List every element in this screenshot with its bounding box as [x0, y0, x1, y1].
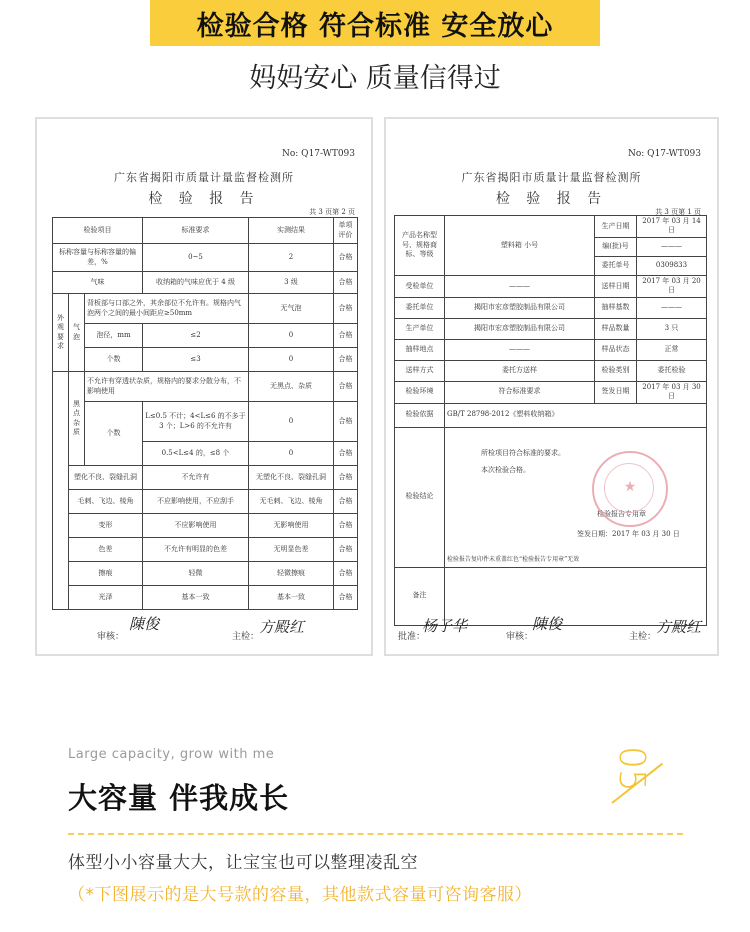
table-cell: 无毛刺、飞边、棱角: [249, 490, 334, 514]
field-label: 产品名称型号、规格商标、等级: [395, 216, 445, 276]
table-cell: 合格: [334, 586, 358, 610]
section-number: 05: [611, 746, 652, 792]
field-value: 揭阳市宏彦塑胶制品有限公司: [445, 318, 595, 339]
top-banner: [150, 0, 600, 46]
table-cell: 变形: [69, 514, 143, 538]
checker-signature: 方殿红: [656, 618, 702, 636]
conclusion-line: 所检项目符合标准的要求。: [481, 448, 565, 457]
table-row: [53, 402, 358, 442]
field-value: ———: [445, 339, 595, 360]
reviewer-signature: 陳俊: [532, 615, 563, 633]
field-value: 2017 年 03 月 30 日: [637, 381, 707, 403]
field-label: 检验环境: [395, 381, 445, 403]
table-cell: 个数: [85, 402, 143, 466]
reviewer-signature: 陳俊: [129, 615, 160, 633]
report-number: No: Q17-WT093: [628, 149, 701, 159]
section-description: 体型小小容量大大，让宝宝也可以整理凌乱空: [68, 853, 418, 873]
checker-label: 主检：: [629, 632, 657, 642]
stamp-label: 检验报告专用章: [597, 509, 646, 518]
table-row: [395, 360, 707, 381]
table-cell: ≤2: [143, 324, 249, 348]
section-title: 大容量 伴我成长: [68, 781, 290, 815]
table-cell: 合格: [334, 442, 358, 466]
table-cell: 合格: [334, 272, 358, 294]
reviewer-label: 审核：: [97, 632, 125, 642]
table-cell: 2: [249, 244, 334, 272]
table-row: [395, 381, 707, 403]
field-value: 2017 年 03 月 20 日: [637, 275, 707, 297]
report-info-table: [394, 215, 707, 626]
table-cell: 0: [249, 324, 334, 348]
table-cell: 无影响使用: [249, 514, 334, 538]
field-value: 符合标准要求: [445, 381, 595, 403]
field-value: 3 只: [637, 318, 707, 339]
field-label: 委托单位: [395, 297, 445, 318]
table-cell: 0: [249, 402, 334, 442]
field-value: 正常: [637, 339, 707, 360]
table-cell: 气味: [53, 272, 143, 294]
field-label: 生产日期: [595, 216, 637, 238]
table-cell: 收纳箱的气味应优于 4 级: [143, 272, 249, 294]
report-title: 检 验 报 告: [148, 191, 260, 207]
report-title: 检 验 报 告: [495, 191, 608, 207]
table-row: [53, 244, 358, 272]
table-cell: 合格: [334, 562, 358, 586]
field-value: ———: [637, 297, 707, 318]
table-cell: 合格: [334, 244, 358, 272]
reviewer-label: 审核：: [506, 632, 534, 642]
table-cell: 不允许有明显的色差: [143, 538, 249, 562]
field-value: 揭阳市宏彦塑胶制品有限公司: [445, 297, 595, 318]
field-label: 样品数量: [595, 318, 637, 339]
table-cell: 无明显色差: [249, 538, 334, 562]
table-row: [53, 514, 358, 538]
page-indicator: 共 3 页第 1 页: [655, 208, 701, 216]
table-cell: 泡径，mm: [85, 324, 143, 348]
field-label: 检验类别: [595, 360, 637, 381]
table-row: [53, 538, 358, 562]
subheading: 妈妈安心 质量信得过: [249, 63, 501, 94]
table-row: [53, 324, 358, 348]
field-value: GB/T 28798-2012《塑料收纳箱》: [445, 403, 707, 427]
table-cell: 合格: [334, 372, 358, 402]
field-label: 送样日期: [595, 275, 637, 297]
sign-date: 签发日期：2017 年 03 月 30 日: [577, 529, 680, 538]
section-note: （*下图展示的是大号款的容量，其他款式容量可咨询客服）: [68, 885, 532, 905]
table-cell: 塑化不良、裂缝孔洞: [69, 466, 143, 490]
field-value: 0309833: [637, 256, 707, 275]
checker-label: 主检：: [232, 632, 260, 642]
table-cell: 合格: [334, 294, 358, 324]
table-cell: 轻微: [143, 562, 249, 586]
conclusion-cell: [445, 427, 707, 567]
group-label: 外观要求: [53, 294, 69, 372]
section-english-subtitle: Large capacity, grow with me: [68, 747, 275, 762]
table-cell: 合格: [334, 514, 358, 538]
table-cell: 不应影响使用，不应刮手: [143, 490, 249, 514]
field-value: ———: [445, 275, 595, 297]
field-label: 送样方式: [395, 360, 445, 381]
field-label: 检验依据: [395, 403, 445, 427]
table-row: [53, 294, 358, 324]
field-value: 2017 年 03 月 14 日: [637, 216, 707, 238]
table-cell: 擦痕: [69, 562, 143, 586]
table-cell: 合格: [334, 348, 358, 372]
field-label: 检验结论: [395, 427, 445, 567]
table-header-row: [53, 218, 358, 244]
inspection-report-page-2: [35, 117, 373, 656]
table-cell: 基本一致: [249, 586, 334, 610]
conclusion-line: 本次检验合格。: [481, 466, 530, 475]
report-number: No: Q17-WT093: [282, 149, 355, 159]
table-row: [53, 272, 358, 294]
table-row: [53, 348, 358, 372]
table-header: 实测结果: [249, 218, 334, 244]
table-cell: L≤0.5 不计；4<L≤6 的不多于 3 个；L>6 的不允许有: [143, 402, 249, 442]
table-row: [53, 562, 358, 586]
field-label: 样品状态: [595, 339, 637, 360]
field-label: 委托单号: [595, 256, 637, 275]
table-cell: 无塑化不良、裂缝孔洞: [249, 466, 334, 490]
table-cell: 不应影响使用: [143, 514, 249, 538]
table-header: 标准要求: [143, 218, 249, 244]
inspection-table: [52, 217, 358, 610]
institute-name: 广东省揭阳市质量计量监督检测所: [461, 171, 642, 184]
table-cell: 标称容量与标称容量的偏差，%: [53, 244, 143, 272]
table-cell: 合格: [334, 324, 358, 348]
field-label: 受检单位: [395, 275, 445, 297]
table-cell: 背板部与口部之外，其余部位不允许有。规格内气泡两个之间的最小间距应≥50mm: [85, 294, 249, 324]
group-label: 气泡: [69, 294, 85, 372]
table-row: [395, 339, 707, 360]
field-value: 委托检验: [637, 360, 707, 381]
dashed-divider: [68, 833, 683, 835]
conclusion-note: 检验报告复印件未重盖红色“检验报告专用章”无效: [447, 555, 580, 563]
checker-signature: 方殿红: [259, 618, 305, 636]
table-cell: 合格: [334, 466, 358, 490]
table-cell: 合格: [334, 402, 358, 442]
table-row: [53, 372, 358, 402]
table-cell: 0.5<L≤4 的，≤8 个: [143, 442, 249, 466]
table-row: [53, 466, 358, 490]
table-cell: ≤3: [143, 348, 249, 372]
table-cell: 基本一致: [143, 586, 249, 610]
field-label: 编(批)号: [595, 237, 637, 256]
table-cell: 无气泡: [249, 294, 334, 324]
field-label: 备注: [395, 567, 445, 625]
table-row: [395, 403, 707, 427]
field-label: 生产单位: [395, 318, 445, 339]
table-cell: 无黑点、杂质: [249, 372, 334, 402]
field-label: 抽样基数: [595, 297, 637, 318]
approver-signature: 杨子华: [422, 617, 468, 635]
seal-star-icon: ★: [623, 479, 637, 495]
table-cell: 0: [249, 348, 334, 372]
table-cell: 0~5: [143, 244, 249, 272]
table-row: [395, 297, 707, 318]
institute-name: 广东省揭阳市质量计量监督检测所: [114, 171, 294, 184]
table-cell: 不允许有穿透状杂质，规格内的要求分散分布，不影响使用: [85, 372, 249, 402]
field-value: 委托方送样: [445, 360, 595, 381]
table-cell: 3 级: [249, 272, 334, 294]
field-value: ———: [637, 237, 707, 256]
group-label: 黑点杂质: [69, 372, 85, 466]
table-cell: 个数: [85, 348, 143, 372]
table-cell: 0: [249, 442, 334, 466]
field-label: 抽样地点: [395, 339, 445, 360]
official-seal: [592, 451, 668, 527]
table-row: [395, 275, 707, 297]
field-value: 塑料箱 小号: [445, 216, 595, 276]
table-row: [53, 586, 358, 610]
field-label: 签发日期: [595, 381, 637, 403]
table-cell: 合格: [334, 490, 358, 514]
table-row: [53, 490, 358, 514]
table-header: 检验项目: [53, 218, 143, 244]
table-cell: 轻微擦痕: [249, 562, 334, 586]
table-cell: 光泽: [69, 586, 143, 610]
table-cell: 不允许有: [143, 466, 249, 490]
table-row: [395, 216, 707, 238]
page-indicator: 共 3 页第 2 页: [309, 208, 355, 216]
banner-text: 检验合格 符合标准 安全放心: [196, 10, 554, 42]
approver-label: 批准：: [398, 632, 426, 642]
table-cell: 毛刺、飞边、棱角: [69, 490, 143, 514]
table-header: 单项评价: [334, 218, 358, 244]
inspection-report-page-1: [384, 117, 719, 656]
table-cell: 色差: [69, 538, 143, 562]
table-row: [395, 318, 707, 339]
table-cell: 合格: [334, 538, 358, 562]
